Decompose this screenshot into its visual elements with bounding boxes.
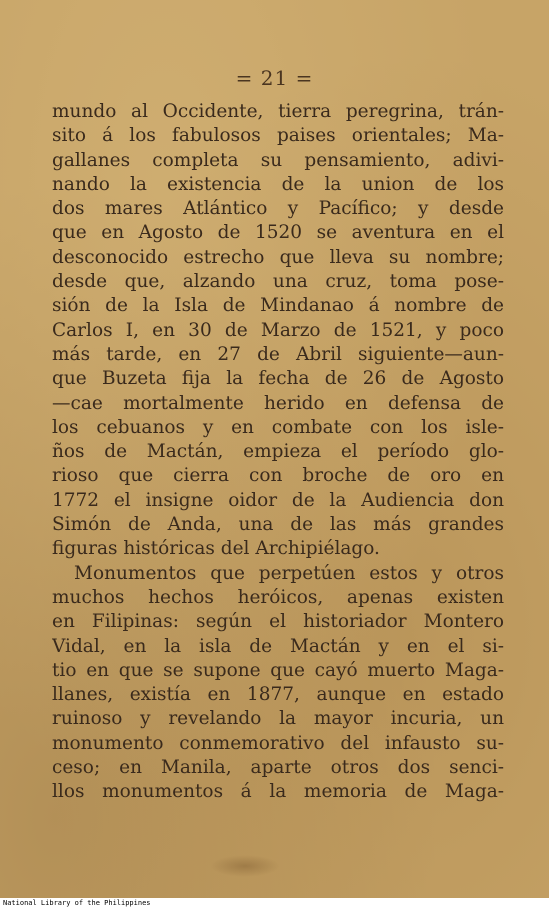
text-line: —cae mortalmente herido en defensa de: [52, 392, 504, 414]
text-line: llos monumentos á la memoria de Maga-: [52, 781, 504, 803]
text-line: Carlos I, en 30 de Marzo de 1521, y poco: [52, 319, 504, 341]
text-line: más tarde, en 27 de Abril siguiente—aun-: [52, 343, 504, 365]
text-line: Vidal, en la isla de Mactán y en el si-: [52, 635, 504, 657]
body-text: [52, 100, 504, 805]
text-line: llanes, existía en 1877, aunque en estado: [52, 684, 504, 706]
text-line: sito á los fabulosos paises orientales; Ma-: [52, 125, 504, 147]
text-line: muchos hechos heróicos, apenas existen: [52, 586, 504, 608]
text-line: los cebuanos y en combate con los isle-: [52, 416, 504, 438]
ink-smudge: [210, 855, 280, 877]
page-number: = 21 =: [235, 66, 314, 90]
text-line: sión de la Isla de Mindanao á nombre de: [52, 295, 504, 317]
text-line: figuras históricas del Archipiélago.: [52, 538, 380, 560]
text-line: en Filipinas: según el historiador Montero: [52, 611, 504, 633]
text-line: desde que, alzando una cruz, toma pose-: [52, 271, 504, 293]
text-line: desconocido estrecho que lleva su nombre;: [52, 246, 504, 268]
text-line: nando la existencia de la union de los: [52, 173, 504, 195]
text-line: que Buzeta fija la fecha de 26 de Agosto: [52, 368, 504, 390]
text-line: Monumentos que perpetúen estos y otros: [74, 562, 504, 584]
text-line: mundo al Occidente, tierra peregrina, trán-: [52, 101, 504, 122]
text-line: tio en que se supone que cayó muerto Maga-: [52, 659, 504, 681]
text-line: Simón de Anda, una de las más grandes: [52, 514, 504, 536]
library-credit: National Library of the Philippines: [0, 898, 549, 908]
text-line: 1772 el insigne oidor de la Audiencia don: [52, 489, 504, 511]
text-line: ruinoso y revelando la mayor incuria, un: [52, 708, 504, 730]
text-line: rioso que cierra con broche de oro en: [52, 465, 504, 487]
text-line: ños de Mactán, empieza el período glo-: [52, 441, 504, 463]
text-line: ceso; en Manila, aparte otros dos senci-: [52, 757, 504, 779]
text-line: que en Agosto de 1520 se aventura en el: [52, 222, 504, 244]
text-line: gallanes completa su pensamiento, adivi-: [52, 149, 504, 171]
text-line: monumento conmemorativo del infausto su-: [52, 732, 504, 754]
text-line: dos mares Atlántico y Pacífico; y desde: [52, 198, 504, 220]
